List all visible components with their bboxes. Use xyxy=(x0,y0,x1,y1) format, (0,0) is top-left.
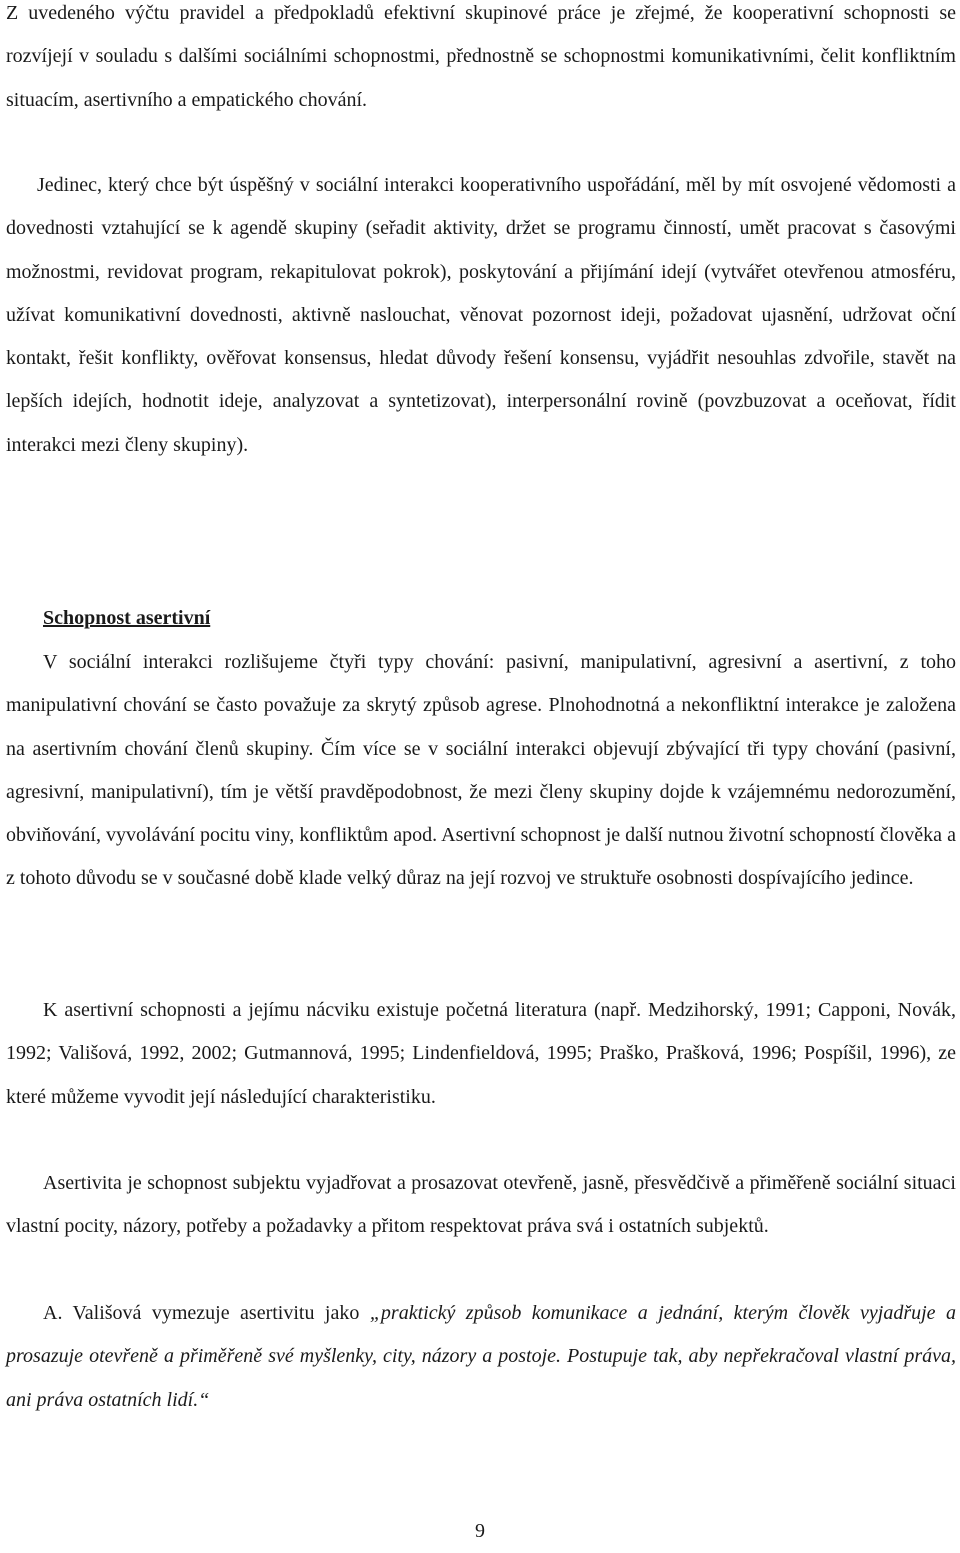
page-number: 9 xyxy=(475,1520,485,1542)
paragraph-cooperative-skills: Jedinec, který chce být úspěšný v sociální interakci kooperativního uspořádání, měl by mít osvojené vědomosti a dovednosti vztahující se k agendě skupiny (seřadit aktivity, držet se programu činností, umět pracovat s časovými možnostmi, revidovat program, rekapitulovat pokrok), poskytování a přijímání idejí (vytvářet otevřenou atmosféru, užívat komunikativní dovednosti, aktivně naslouchat, věnovat pozornost ideji, požadovat ujasnění, udržovat oční kontakt, řešit konflikty, ověřovat konsensus, hledat důvody řešení konsensu, vyjádřit nesouhlas zdvořile, stavět na lepších idejích, hodnotit ideje, analyzovat a syntetizovat), interpersonální rovině (povzbuzovat a oceňovat, řídit interakci mezi členy skupiny). xyxy=(6,174,956,456)
section-heading: Schopnost asertivní xyxy=(43,607,211,629)
paragraph-intro: Z uvedeného výčtu pravidel a předpokladů efektivní skupinové práce je zřejmé, že kooperativní schopnosti se rozvíjejí v souladu s dalšími sociálními schopnostmi, přednostně se schopnostmi komunikativními, čelit konfliktním situacím, asertivního a empatického chování. xyxy=(6,2,956,111)
quote-text: „praktický způsob komunikace a jednání, kterým člověk vyjadřuje a prosazuje otevřeně a přiměřeně své myšlenky, city, názory a postoje. Postupuje tak, aby nepřekračoval vlastní práva, ani práva ostatních lidí.“ xyxy=(6,1302,956,1411)
quote-lead: A. Vališová vymezuje asertivitu jako xyxy=(43,1302,370,1324)
paragraph-literature: K asertivní schopnosti a jejímu nácviku existuje početná literatura (např. Medzihorský, 1991; Capponi, Novák, 1992; Vališová, 1992, 2002; Gutmannová, 1995; Lindenfieldová, 1995; Praško, Prašková, 1996; Pospíšil, 1996), ze které můžeme vyvodit její následující charakteristiku. xyxy=(6,999,956,1108)
paragraph-assertiveness-definition: Asertivita je schopnost subjektu vyjadřovat a prosazovat otevřeně, jasně, přesvědčivě a přiměřeně sociální situaci vlastní pocity, názory, potřeby a požadavky a přitom respektovat práva svá i ostatních subjektů. xyxy=(6,1172,956,1238)
paragraph-behavior-types: V sociální interakci rozlišujeme čtyři typy chování: pasivní, manipulativní, agresivní a asertivní, z toho manipulativní chování se často považuje za skrytý způsob agrese. Plnohodnotná a nekonfliktní interakce je založena na asertivním chování členů skupiny. Čím více se v sociální interakci objevují zbývající tři typy chování (pasivní, agresivní, manipulativní), tím je větší pravděpodobnost, že mezi členy skupiny dojde k vzájemnému nedorozumění, obviňování, vyvolávání pocitu viny, konfliktům apod. Asertivní schopnost je další nutnou životní schopností člověka a z tohoto důvodu se v současné době klade velký důraz na její rozvoj ve struktuře osobnosti dospívajícího jedince. xyxy=(6,651,956,890)
paragraph-valisova-quote xyxy=(6,1292,956,1422)
